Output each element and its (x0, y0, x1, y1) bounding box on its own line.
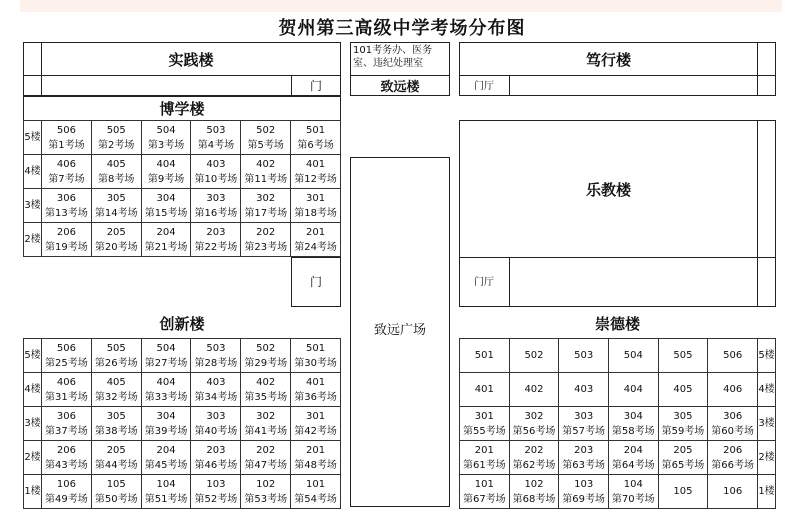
room-number: 402 (256, 158, 276, 170)
room-cell (42, 223, 92, 257)
lejiao-hall: 门厅 (474, 277, 494, 288)
room-number: 506 (56, 124, 76, 136)
room-number: 305 (106, 410, 126, 422)
exam-room: 第24考场 (294, 241, 337, 253)
room-number: 503 (574, 350, 594, 361)
exam-room: 第45考场 (144, 459, 188, 471)
table-row (460, 373, 776, 407)
room-cell (141, 189, 191, 223)
exam-room: 第34考场 (194, 391, 238, 403)
room-number: 404 (156, 376, 176, 388)
room-number: 302 (256, 410, 276, 422)
room-number: 101 (474, 478, 494, 490)
table-row (24, 373, 341, 407)
room-number: 201 (306, 444, 326, 456)
exam-room: 第61考场 (462, 459, 506, 471)
exam-room: 第18考场 (294, 207, 337, 219)
exam-room: 第69考场 (562, 493, 605, 505)
room-number: 402 (256, 376, 276, 388)
room-number: 303 (574, 410, 594, 422)
room-number: 204 (623, 444, 643, 456)
room-cell (191, 441, 241, 475)
floor-label: 5楼 (24, 121, 42, 155)
exam-room: 第26考场 (94, 357, 138, 369)
room-number: 503 (206, 342, 226, 354)
room-number: 505 (673, 350, 693, 361)
exam-room: 第9考场 (147, 173, 185, 185)
room-cell (708, 373, 758, 407)
room-number: 401 (306, 158, 326, 170)
room-cell (141, 121, 191, 155)
room-number: 501 (306, 342, 326, 354)
room-cell (42, 121, 92, 155)
room-cell (658, 373, 708, 407)
exam-room: 第30考场 (294, 357, 337, 369)
exam-room: 第67考场 (462, 493, 506, 505)
exam-room: 第3考场 (147, 139, 185, 151)
exam-room: 第36考场 (294, 391, 337, 403)
room-cell (608, 339, 658, 373)
exam-room: 第58考场 (611, 425, 655, 437)
floor-label: 2楼 (758, 441, 776, 475)
exam-room: 第16考场 (194, 207, 238, 219)
room-number: 504 (156, 342, 176, 354)
room-number: 202 (256, 444, 276, 456)
room-number: 203 (574, 444, 594, 456)
room-cell (42, 441, 92, 475)
room-number: 501 (306, 124, 326, 136)
room-cell (460, 339, 510, 373)
table-row (24, 339, 341, 373)
exam-room: 第29考场 (244, 357, 288, 369)
room-cell (241, 189, 291, 223)
room-number: 101 (306, 478, 326, 490)
table-row (460, 441, 776, 475)
room-cell (141, 475, 191, 509)
exam-room: 第4考场 (197, 139, 235, 151)
room-cell (241, 441, 291, 475)
header-band (20, 0, 782, 12)
floor-label: 5楼 (24, 339, 42, 373)
room-number: 403 (206, 158, 226, 170)
room-cell (191, 475, 241, 509)
room-cell (141, 441, 191, 475)
exam-room: 第12考场 (294, 173, 337, 185)
room-number: 103 (206, 478, 226, 490)
room-number: 502 (256, 124, 276, 136)
room-number: 303 (206, 410, 226, 422)
room-number: 202 (524, 444, 544, 456)
zhiyuan-plaza-label: 致远广场 (373, 322, 426, 338)
exam-room: 第39考场 (144, 425, 188, 437)
exam-room: 第11考场 (244, 173, 288, 185)
room-cell (91, 189, 141, 223)
exam-room: 第42考场 (294, 425, 337, 437)
table-row (24, 155, 341, 189)
exam-room: 第62考场 (512, 459, 556, 471)
room-number: 306 (723, 410, 743, 422)
room-number: 106 (56, 478, 76, 490)
room-cell (91, 441, 141, 475)
room-number: 506 (723, 350, 743, 361)
room-cell (141, 339, 191, 373)
floor-label: 2楼 (24, 441, 42, 475)
room-cell (291, 189, 341, 223)
room-number: 403 (206, 376, 226, 388)
exam-room: 第32考场 (94, 391, 138, 403)
floor-label: 1楼 (24, 475, 42, 509)
room-number: 401 (474, 384, 494, 395)
duxing-hall: 门厅 (474, 80, 494, 92)
room-number: 505 (106, 124, 126, 136)
floor-label: 3楼 (24, 189, 42, 223)
room-cell (509, 373, 559, 407)
room-cell (291, 441, 341, 475)
exam-room: 第70考场 (611, 493, 655, 505)
room-cell (241, 407, 291, 441)
chuangxin-name: 创新楼 (159, 314, 205, 333)
duxing-divider-right (757, 42, 758, 96)
room-cell (191, 339, 241, 373)
room-number: 304 (156, 192, 176, 204)
duxing-divider-hall (509, 75, 510, 96)
exam-room: 第17考场 (244, 207, 288, 219)
exam-room: 第14考场 (94, 207, 138, 219)
room-number: 302 (524, 410, 544, 422)
exam-room: 第23考场 (244, 241, 288, 253)
floor-label: 2楼 (24, 223, 42, 257)
exam-room: 第68考场 (512, 493, 556, 505)
room-cell (42, 155, 92, 189)
room-cell (241, 475, 291, 509)
room-number: 303 (206, 192, 226, 204)
room-cell (460, 407, 510, 441)
exam-room: 第53考场 (244, 493, 288, 505)
room-cell (708, 407, 758, 441)
room-cell (191, 407, 241, 441)
room-number: 304 (623, 410, 643, 422)
room-number: 301 (306, 410, 326, 422)
room-cell (141, 155, 191, 189)
room-cell (291, 339, 341, 373)
exam-room: 第51考场 (144, 493, 188, 505)
floor-label: 3楼 (24, 407, 42, 441)
room-number: 105 (106, 478, 126, 490)
room-cell (658, 407, 708, 441)
boxue-name: 博学楼 (159, 100, 205, 118)
room-cell (291, 155, 341, 189)
room-number: 506 (56, 342, 76, 354)
shijian-door: 门 (309, 78, 322, 93)
chongde-name: 崇德楼 (594, 314, 640, 333)
table-row (24, 223, 341, 257)
room-cell (658, 441, 708, 475)
room-cell (608, 441, 658, 475)
room-number: 205 (106, 444, 126, 456)
room-cell (559, 373, 609, 407)
room-number: 202 (256, 226, 276, 238)
room-number: 302 (256, 192, 276, 204)
room-number: 103 (574, 478, 594, 490)
room-cell (191, 373, 241, 407)
room-cell (559, 339, 609, 373)
exam-room: 第48考场 (294, 459, 337, 471)
room-cell (42, 475, 92, 509)
table-row (460, 407, 776, 441)
room-cell (141, 407, 191, 441)
room-cell (509, 339, 559, 373)
exam-room: 第28考场 (194, 357, 238, 369)
exam-room: 第56考场 (512, 425, 556, 437)
room-cell (91, 339, 141, 373)
shijian-name: 实践楼 (168, 50, 214, 69)
exam-room: 第54考场 (294, 493, 337, 505)
exam-room: 第46考场 (194, 459, 238, 471)
room-cell (291, 373, 341, 407)
room-cell (241, 223, 291, 257)
exam-room: 第25考场 (45, 357, 88, 369)
room-cell (291, 407, 341, 441)
chongde-grid (459, 338, 776, 509)
room-number: 201 (474, 444, 494, 456)
room-cell (91, 407, 141, 441)
table-row (24, 121, 341, 155)
exam-room: 第40考场 (194, 425, 238, 437)
room-cell (241, 373, 291, 407)
exam-room: 第66考场 (711, 459, 754, 471)
room-cell (460, 373, 510, 407)
room-number: 205 (673, 444, 693, 456)
room-number: 301 (306, 192, 326, 204)
room-number: 304 (156, 410, 176, 422)
room-number: 502 (524, 350, 544, 361)
chuangxin-grid (23, 338, 341, 509)
boxue-grid (23, 120, 341, 257)
room-number: 206 (723, 444, 743, 456)
room-number: 306 (56, 192, 76, 204)
room-number: 201 (306, 226, 326, 238)
room-number: 405 (106, 158, 126, 170)
lejiao-divider-right (757, 120, 758, 307)
room-number: 206 (56, 444, 76, 456)
exam-room: 第5考场 (247, 139, 284, 151)
exam-room: 第41考场 (244, 425, 288, 437)
exam-room: 第8考场 (98, 173, 135, 185)
lejiao-name: 乐教楼 (585, 180, 631, 199)
room-cell (460, 441, 510, 475)
room-number: 306 (56, 410, 76, 422)
room-number: 305 (673, 410, 693, 422)
room-cell (141, 223, 191, 257)
floor-label: 4楼 (24, 373, 42, 407)
room-cell (509, 407, 559, 441)
room-cell (708, 441, 758, 475)
room-number: 406 (56, 158, 76, 170)
room-cell (509, 441, 559, 475)
exam-room: 第65考场 (661, 459, 705, 471)
room-number: 204 (156, 444, 176, 456)
room-cell (608, 475, 658, 509)
room-cell (42, 407, 92, 441)
table-row (24, 407, 341, 441)
room-number: 504 (156, 124, 176, 136)
room-number: 104 (623, 478, 643, 490)
room-number: 203 (206, 444, 226, 456)
room-cell (708, 475, 758, 509)
exam-room: 第38考场 (94, 425, 138, 437)
room-number: 406 (723, 384, 743, 395)
exam-room: 第33考场 (144, 391, 188, 403)
room-cell (42, 339, 92, 373)
exam-room: 第43考场 (45, 459, 88, 471)
exam-room: 第49考场 (45, 493, 88, 505)
room-cell (91, 223, 141, 257)
room-cell (191, 223, 241, 257)
exam-room: 第35考场 (244, 391, 288, 403)
table-row (24, 475, 341, 509)
exam-room: 第31考场 (45, 391, 88, 403)
room-number: 404 (156, 158, 176, 170)
exam-room: 第55考场 (462, 425, 506, 437)
room-number: 504 (623, 350, 643, 361)
room-number: 406 (56, 376, 76, 388)
room-cell (658, 475, 708, 509)
room-cell (42, 373, 92, 407)
room-number: 206 (56, 226, 76, 238)
table-row (460, 475, 776, 509)
room-number: 204 (156, 226, 176, 238)
exam-room: 第47考场 (244, 459, 288, 471)
room-number: 106 (723, 486, 743, 497)
room-cell (241, 155, 291, 189)
room-number: 405 (106, 376, 126, 388)
boxue-door: 门 (309, 274, 322, 289)
floor-label: 4楼 (758, 373, 776, 407)
room-number: 102 (256, 478, 276, 490)
room-number: 102 (524, 478, 544, 490)
room-cell (291, 223, 341, 257)
room-number: 402 (524, 384, 544, 395)
room-cell (241, 121, 291, 155)
room-number: 203 (206, 226, 226, 238)
office-note: 101考务办、医务室、违纪处理室 (353, 45, 433, 69)
page-title: 贺州第三高级中学考场分布图 (278, 18, 526, 39)
room-number: 503 (206, 124, 226, 136)
room-cell (191, 155, 241, 189)
table-row (24, 189, 341, 223)
exam-room: 第15考场 (144, 207, 188, 219)
room-number: 105 (673, 486, 693, 497)
exam-room: 第60考场 (711, 425, 754, 437)
room-cell (191, 189, 241, 223)
room-cell (460, 475, 510, 509)
floor-label: 4楼 (24, 155, 42, 189)
floor-label: 5楼 (758, 339, 776, 373)
exam-room: 第7考场 (48, 173, 85, 185)
exam-room: 第10考场 (194, 173, 238, 185)
room-cell (608, 407, 658, 441)
room-cell (559, 441, 609, 475)
room-number: 404 (623, 384, 643, 395)
room-number: 403 (574, 384, 594, 395)
exam-room: 第44考场 (94, 459, 138, 471)
room-cell (658, 339, 708, 373)
exam-room: 第63考场 (562, 459, 605, 471)
room-number: 305 (106, 192, 126, 204)
room-number: 104 (156, 478, 176, 490)
room-cell (42, 189, 92, 223)
floor-label: 3楼 (758, 407, 776, 441)
room-cell (559, 407, 609, 441)
room-cell (91, 373, 141, 407)
room-number: 502 (256, 342, 276, 354)
room-cell (509, 475, 559, 509)
room-cell (291, 121, 341, 155)
exam-room: 第1考场 (48, 139, 85, 151)
room-cell (141, 373, 191, 407)
exam-room: 第52考场 (194, 493, 238, 505)
exam-room: 第57考场 (562, 425, 605, 437)
room-cell (91, 475, 141, 509)
room-number: 505 (106, 342, 126, 354)
room-number: 405 (673, 384, 693, 395)
exam-room: 第13考场 (45, 207, 88, 219)
exam-room: 第6考场 (297, 139, 334, 151)
exam-room: 第19考场 (45, 241, 88, 253)
exam-room: 第59考场 (661, 425, 705, 437)
room-cell (91, 121, 141, 155)
table-row (460, 339, 776, 373)
room-cell (608, 373, 658, 407)
room-number: 301 (474, 410, 494, 422)
room-cell (241, 339, 291, 373)
room-cell (291, 475, 341, 509)
exam-room: 第22考场 (194, 241, 238, 253)
exam-room: 第2考场 (98, 139, 135, 151)
room-number: 501 (474, 350, 494, 361)
room-cell (708, 339, 758, 373)
floor-label: 1楼 (758, 475, 776, 509)
duxing-name: 笃行楼 (585, 50, 631, 69)
lejiao-divider-hall (509, 257, 510, 307)
exam-room: 第64考场 (611, 459, 655, 471)
exam-room: 第27考场 (144, 357, 188, 369)
table-row (24, 441, 341, 475)
exam-room: 第20考场 (94, 241, 138, 253)
exam-room: 第50考场 (94, 493, 138, 505)
room-cell (559, 475, 609, 509)
room-number: 205 (106, 226, 126, 238)
exam-room: 第21考场 (144, 241, 188, 253)
room-cell (91, 155, 141, 189)
exam-room: 第37考场 (45, 425, 88, 437)
zhiyuan-name: 致远楼 (380, 80, 420, 95)
room-number: 401 (306, 376, 326, 388)
room-cell (191, 121, 241, 155)
